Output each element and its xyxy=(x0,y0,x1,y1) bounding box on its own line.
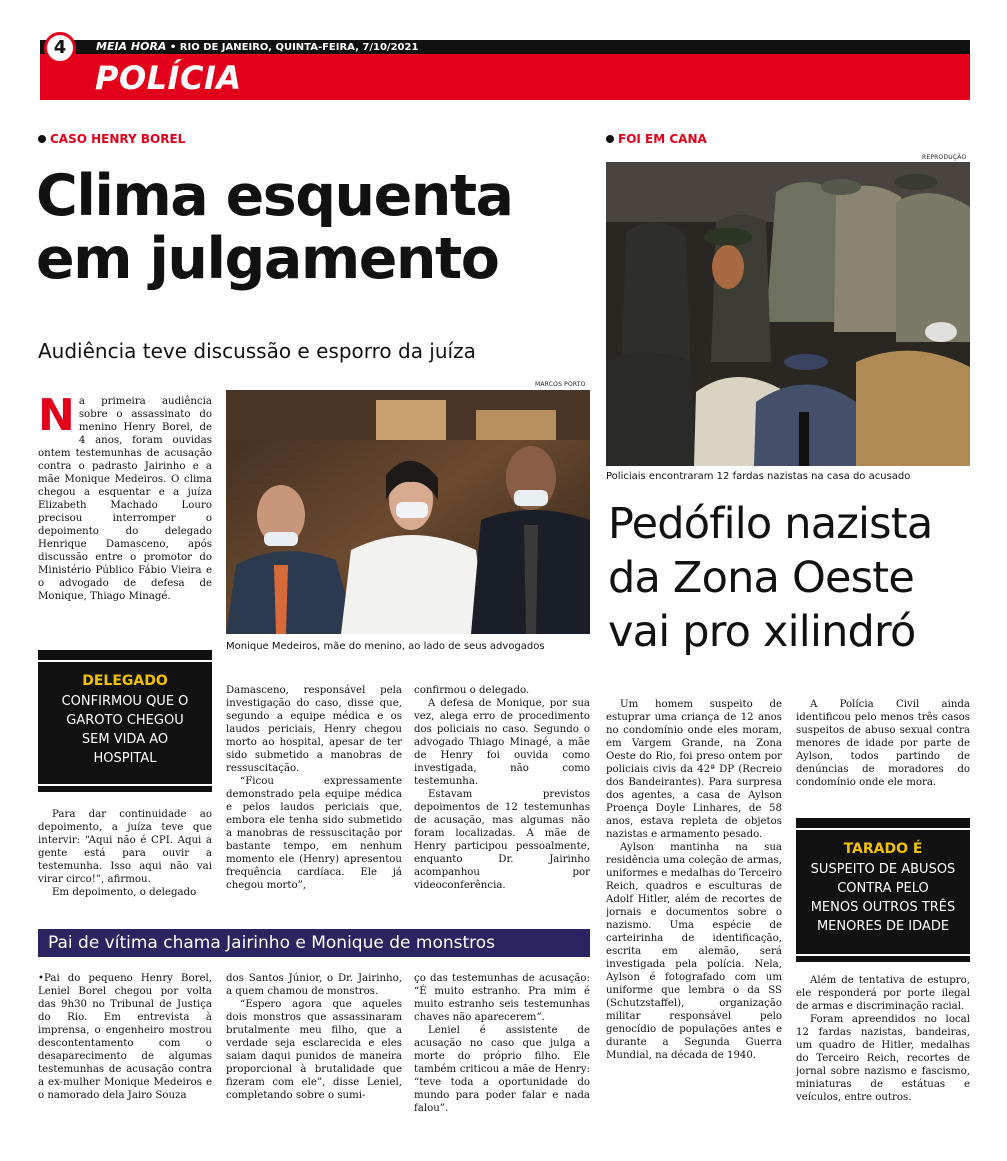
brand-name: MEIA HORA xyxy=(96,40,167,53)
delegado-box-text xyxy=(38,692,212,768)
story1-col1-p1: Para dar continuidade ao depoimento, a juíza teve que intervir: “Aqui não é CPI. Aqui a gente está para ouvir a testemunha. Isso aqui não vai virar circo!”, afirmou. xyxy=(38,809,212,885)
story1-col3-p0: confirmou o delegado. xyxy=(414,685,530,696)
delegado-box xyxy=(38,650,212,792)
photo2-caption: Policiais encontraram 12 fardas nazistas na casa do acusado xyxy=(606,471,911,482)
story1-headline xyxy=(36,165,596,291)
story2-col2-p2: Além de tentativa de estupro, ele responderá por porte ilegal de armas e discriminação racial. xyxy=(796,975,970,1012)
delegado-box-title: DELEGADO xyxy=(82,673,168,689)
story1-headline-line2: em julgamento xyxy=(36,226,499,292)
dateline-bar xyxy=(96,40,418,54)
story1-intro-text: a primeira audiência sobre o assassinato do menino Henry Borel, de 4 anos, foram ouvidas ontem testemunhas de acusação contra o padrasto Jairinho e a mãe Monique Medeiros. O clima chegou a esquentar e a juíza Elizabeth Machado Louro precisou interromper o depoimento do delegado Henrique Damasceno, após discussão entre o promotor do Ministério Público Fábio Vieira e o advogado de defesa de Monique, Thiago Minagé. xyxy=(38,396,212,602)
story1-col1-lower xyxy=(38,808,212,900)
story2-col1-p2: Aylson mantinha na sua residência uma coleção de armas, uniformes e medalhas do Terceiro Reich, quadros e esculturas de Adolf Hitler, além de recortes de jornais e documentos sobre o nazismo. Uma espécie de carteirinha de identificação, escrita em alemão, será investigada pela polícia. Nela, Aylson é fotografado com um uniforme que lembra o da SS (Schutzstaffel), organização militar responsável pelo genocídio de populações antes e durante a Segunda Guerra Mundial, na década de 1940. xyxy=(606,842,782,1061)
story2-col2-upper xyxy=(796,698,970,810)
court-photo-image xyxy=(226,390,590,634)
tarado-box-title: TARADO É xyxy=(843,841,923,857)
substory-col3 xyxy=(414,972,590,1128)
tarado-box xyxy=(796,818,970,962)
bullet-icon xyxy=(38,135,46,143)
tarado-box-line: MENORES DE IDADE xyxy=(816,919,950,934)
story2-col1 xyxy=(606,698,782,1128)
substory-col3-p1: ço das testemunhas de acusação: “É muito estranho. Pra mim é muito estranho seis testemunhas chaves não aparecerem”. xyxy=(414,973,590,1023)
story2-headline xyxy=(608,497,978,659)
bullet-icon xyxy=(606,135,614,143)
photo1-caption: Monique Medeiros, mãe do menino, ao lado de seus advogados xyxy=(226,641,545,652)
dropcap: N xyxy=(38,395,75,441)
substory-col1-text: •Pai do pequeno Henry Borel, Leniel Borel chegou por volta das 9h30 no Tribunal de Justiça do Rio. Em entrevista à imprensa, o engenheiro mostrou descontentamento com o desaparecimento de algumas testemunhas de acusação contra a ex-mulher Monique Medeiros e o namorado dela Jairo Souza xyxy=(38,973,212,1101)
substory-col1 xyxy=(38,972,212,1128)
section-title: POLÍCIA xyxy=(95,59,242,97)
tarado-box-line: MENOS OUTROS TRÊS xyxy=(810,900,956,915)
story2-kicker-text: FOI EM CANA xyxy=(618,132,707,146)
story2-headline-line2: da Zona Oeste xyxy=(608,553,914,603)
story1-kicker xyxy=(38,132,185,146)
story1-headline-line1: Clima esquenta xyxy=(36,163,513,229)
uniforms-photo xyxy=(606,162,970,466)
story1-kicker-text: CASO HENRY BOREL xyxy=(50,132,186,146)
story2-headline-line1: Pedófilo nazista xyxy=(608,499,933,549)
substory-banner-text: Pai de vítima chama Jairinho e Monique de monstros xyxy=(48,933,496,953)
story1-col3-p2: Estavam previstos depoimentos de 12 testemunhas de acusação, mas algumas não foram localizadas. A mãe de Henry participou pessoalmente, enquanto Dr. Jairinho acompanhou por videoconferência. xyxy=(414,789,590,891)
photo1-credit: MARCOS PORTO xyxy=(535,381,586,388)
delegado-box-line: GAROTO CHEGOU xyxy=(66,713,184,728)
story2-col2-p3: Foram apreendidos no local 12 fardas nazistas, bandeiras, um quadro de Hitler, medalhas do Terceiro Reich, recortes de jornal sobre nazismo e fascismo, miniaturas de estátuas e veículos, entre outros. xyxy=(796,1014,970,1103)
story2-col2-p1: A Polícia Civil ainda identificou pelo menos três casos suspeitos de abuso sexual contra menores de idade por parte de Aylson, todos partindo de denúncias de moradores do condomínio onde ele mora. xyxy=(796,699,970,788)
story1-col3 xyxy=(414,684,590,900)
substory-col2-p2: “Espero agora que aqueles dois monstros que assassinaram brutalmente meu filho, que a verdade seja esclarecida e eles saiam daqui punidos de maneira proporcional à brutalidade que fizeram com ele”, disse Leniel, completando sobre o sumi- xyxy=(226,999,402,1101)
story1-col1-p2: Em depoimento, o delegado xyxy=(52,887,197,898)
story1-col2-p1: Damasceno, responsável pela investigação do caso, disse que, segundo a equipe médica e os laudos periciais, Henry chegou morto ao hospital, apesar de ter sido submetido a manobras de ressuscitação. xyxy=(226,685,402,774)
substory-col3-p2: Leniel é assistente de acusação no caso que julga a morte do próprio filho. Ele também criticou a mãe de Henry: “teve toda a oportunidade do mundo para poder falar e nada falou”. xyxy=(414,1025,590,1114)
dateline: • RIO DE JANEIRO, QUINTA-FEIRA, 7/10/2021 xyxy=(169,42,419,53)
substory-banner xyxy=(38,929,590,957)
court-photo xyxy=(226,390,590,634)
story2-kicker xyxy=(606,132,707,146)
story1-intro xyxy=(38,395,212,639)
substory-col2 xyxy=(226,972,402,1128)
page-number: 4 xyxy=(44,32,76,64)
delegado-box-line: SEM VIDA AO xyxy=(81,732,169,747)
tarado-box-line: SUSPEITO DE ABUSOS xyxy=(810,862,956,877)
photo2-credit: REPRODUÇÃO xyxy=(922,154,967,161)
story2-headline-line3: vai pro xilindró xyxy=(608,607,916,657)
story2-col1-p1: Um homem suspeito de estuprar uma criança de 12 anos no condomínio onde eles moram, em Vargem Grande, na Zona Oeste do Rio, foi preso ontem por policiais civis da 42ª DP (Recreio dos Bandeirantes). Para surpresa dos agentes, a casa de Aylson Proença Doyle Linhares, de 58 anos, estava repleta de objetos nazistas e armamento pesado. xyxy=(606,699,782,840)
story1-col2 xyxy=(226,684,402,900)
tarado-box-line: CONTRA PELO xyxy=(837,881,929,896)
story1-col2-p2: “Ficou expressamente demonstrado pela equipe médica e pelos laudos periciais que, embora ele tenha sido submetido a manobras de ressuscitação por bastante tempo, em nenhum momento ele (Henry) apresentou frequência cardíaca. Ele já chegou morto”, xyxy=(226,776,402,891)
tarado-box-text xyxy=(796,860,970,936)
story1-subhead: Audiência teve discussão e esporro da juíza xyxy=(38,339,476,363)
substory-col2-p1: dos Santos Júnior, o Dr. Jairinho, a quem chamou de monstros. xyxy=(226,973,402,997)
uniforms-photo-image xyxy=(606,162,970,466)
delegado-box-line: HOSPITAL xyxy=(93,751,157,766)
story2-col2-lower xyxy=(796,974,970,1128)
delegado-box-line: CONFIRMOU QUE O xyxy=(61,694,189,709)
story1-col3-p1: A defesa de Monique, por sua vez, alega erro de procedimento dos policiais no caso. Segundo o advogado Thiago Minagé, a mãe de Henry foi ouvida como investigada, não como testemunha. xyxy=(414,698,590,787)
